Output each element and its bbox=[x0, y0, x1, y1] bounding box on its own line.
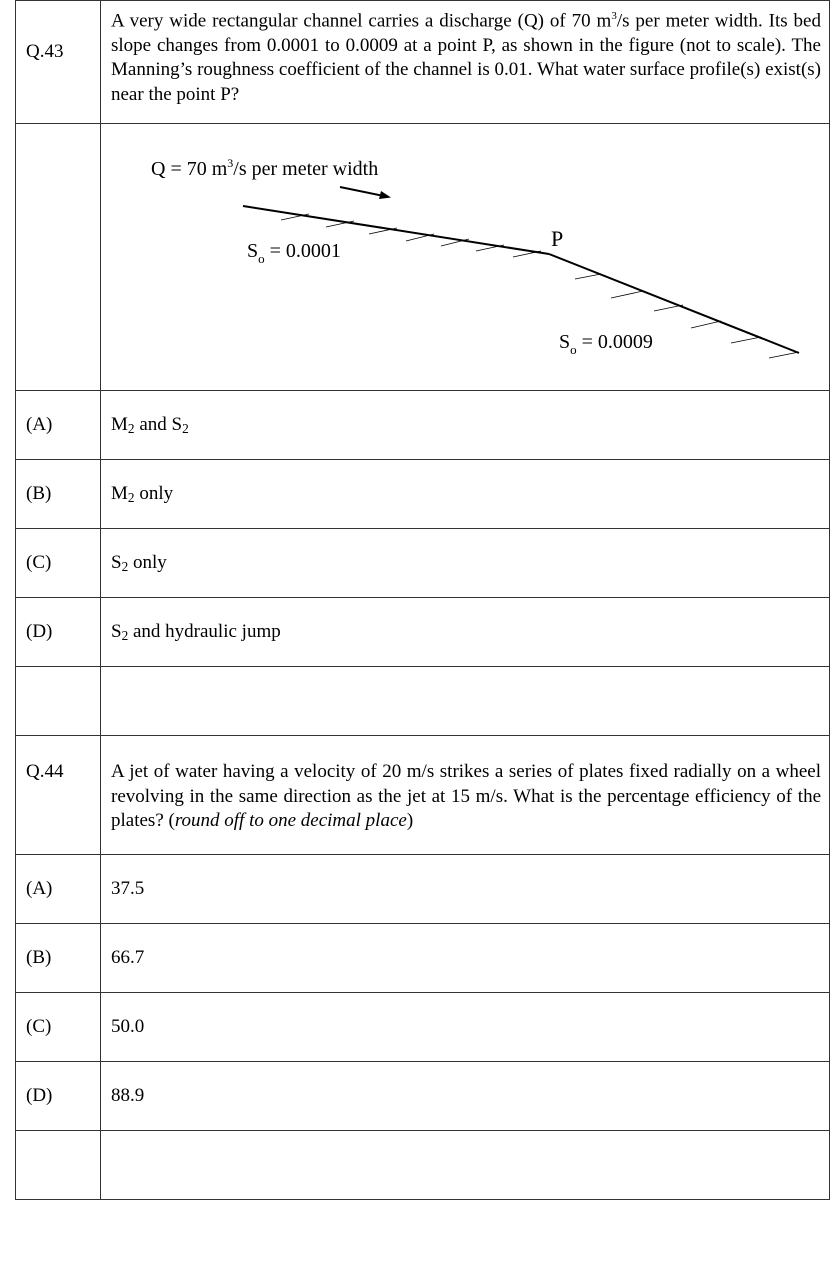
spacer-row bbox=[16, 667, 830, 736]
option-b-text: 66.7 bbox=[101, 924, 830, 993]
option-c-text: $S_2$ only bbox=[101, 529, 830, 598]
question-text: A very wide rectangular channel carries a discharge (Q) of 70 $m^3/s$ per meter width. Its bed slope changes from 0.0001 to 0.0009 at a point P, as shown in the figure (not to scale). The Manning’s roughness coefficient of the channel is 0.01. What water surface profile(s) exist(s) near the point P? bbox=[101, 1, 830, 124]
discharge-label: Q = 70 $m^3/s$ per meter width bbox=[151, 156, 379, 180]
question-text: A jet of water having a velocity of 20 m/s strikes a series of plates fixed radially on a wheel revolving in the same direction as the jet at 15 m/s. What is the percentage efficiency of the plates? (round off to one decimal place) bbox=[101, 736, 830, 855]
option-c-text: 50.0 bbox=[101, 993, 830, 1062]
question-table bbox=[15, 0, 830, 1200]
slope-mild-label: $S_o = 0.0001$ bbox=[247, 240, 341, 266]
option-row bbox=[16, 391, 830, 460]
question-row-q43 bbox=[16, 1, 830, 124]
option-label: (D) bbox=[16, 598, 101, 667]
option-row bbox=[16, 993, 830, 1062]
option-label: (B) bbox=[16, 924, 101, 993]
question-number: Q.44 bbox=[16, 736, 101, 855]
point-p-label: P bbox=[551, 226, 564, 251]
spacer-row bbox=[16, 1131, 830, 1200]
option-label: (A) bbox=[16, 391, 101, 460]
question-row-q44 bbox=[16, 736, 830, 855]
option-row bbox=[16, 924, 830, 993]
option-row bbox=[16, 529, 830, 598]
flow-arrow bbox=[340, 187, 384, 196]
option-label: (A) bbox=[16, 855, 101, 924]
figure-row bbox=[16, 124, 830, 391]
channel-figure bbox=[101, 124, 840, 390]
option-a-text: $M_2$ and $S_2$ bbox=[101, 391, 830, 460]
option-row bbox=[16, 1062, 830, 1131]
bed-hatching bbox=[281, 214, 799, 358]
option-label: (D) bbox=[16, 1062, 101, 1131]
option-b-text: $M_2$ only bbox=[101, 460, 830, 529]
option-d-text: 88.9 bbox=[101, 1062, 830, 1131]
flow-arrow-head bbox=[379, 191, 391, 199]
slope-steep-label: $S_o = 0.0009$ bbox=[559, 331, 653, 357]
option-d-text: $S_2$ and hydraulic jump bbox=[101, 598, 830, 667]
option-label: (C) bbox=[16, 529, 101, 598]
option-a-text: 37.5 bbox=[101, 855, 830, 924]
option-row bbox=[16, 460, 830, 529]
option-label: (C) bbox=[16, 993, 101, 1062]
option-label: (B) bbox=[16, 460, 101, 529]
channel-figure-cell bbox=[101, 124, 830, 391]
question-number: Q.43 bbox=[16, 1, 101, 124]
option-row bbox=[16, 598, 830, 667]
option-row bbox=[16, 855, 830, 924]
